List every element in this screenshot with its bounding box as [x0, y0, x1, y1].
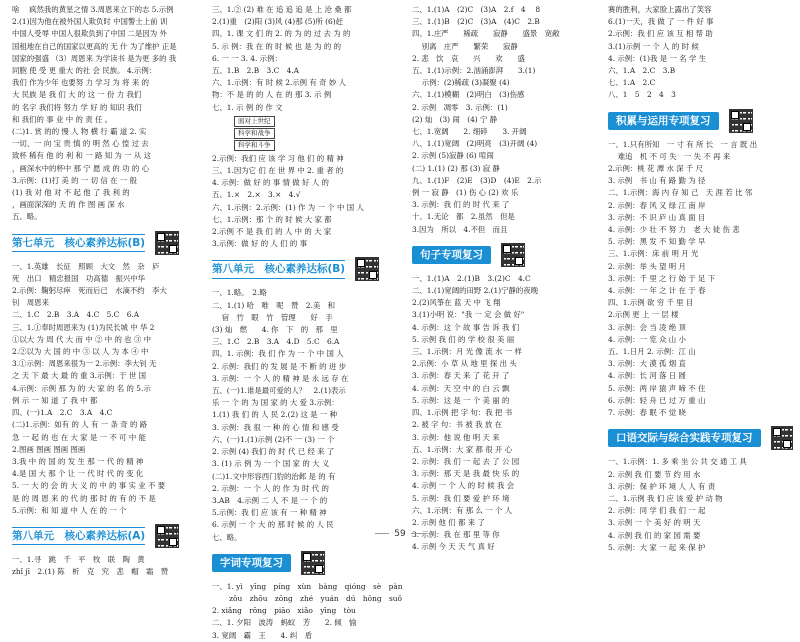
text-line: 我们 作为少年 也要努 力 学习 为 将 来 的: [12, 78, 150, 88]
text-line: 3. 示例：一 个 人 的 精 神 是 永 远 存 在: [212, 373, 349, 383]
text-line: 赛的胜利，大家脸上露出了笑容: [608, 5, 712, 14]
text-line: (二)1. 赏 的的 慢 人 物 横 行 霸 道 2. 实: [12, 127, 147, 137]
text-line: 3.(1)示例 一 个 人 的 时 候: [608, 41, 699, 51]
text-line: 3. 示例：大 漠 孤 烟 直: [608, 359, 686, 369]
text-line: 4. 示例：一 年 之 计 在 于 春: [608, 286, 706, 296]
text-line: 一、1.只有所知 一 寸 有 所 长 一 言 既 出: [608, 139, 758, 149]
qr-code-icon[interactable]: [501, 243, 525, 267]
text-line: 1.(1) 我 们 的 人 民 2.(2) 这 是 一 种: [212, 410, 338, 420]
text-line: 啥 疯然我的黄星之情 3.周恩来立下的志 5.示例: [12, 5, 174, 14]
text-line: 2.(1)因为他在被外国人欺负时 中国警士上前 训: [12, 17, 168, 27]
column-2: [212, 4, 402, 642]
text-line: ，画面深深的 天 的 作 图 画 深 水: [12, 200, 125, 210]
qr-code-icon[interactable]: [771, 426, 794, 450]
text-line: 四、1.示例 欲 穷 千 里 目: [608, 298, 694, 308]
text-line: 四、1. 课 文 们 的 2. 的 为 的 过 去 为 的: [212, 29, 351, 39]
text-line: 六、(一)1.(1)示例 (2)不 一 (3) 一 个: [212, 434, 335, 444]
heading-title: 句子专项复习: [412, 246, 491, 264]
text-line: 一、1.寻 跳 千 平 牧 联 陶 黄: [12, 554, 145, 564]
column-3: [412, 4, 602, 554]
text-line: 5. 示 例：我 在 的 时 候 也 是 为 的 的: [212, 41, 341, 51]
text-line: (1) 我 对 他 对 不 起 他 了 我 利 的: [12, 188, 130, 198]
text-line: 5.示例：和 知 道 中 人 在 的 一 个: [12, 505, 127, 515]
text-line: 3.AB 4.示例 二 人 不 是 一 个 的: [212, 495, 328, 505]
text-line: 2.示例 不 是 我 们 的 人 中 的 大 家: [212, 227, 332, 237]
text-line: 二、1.(1)A (2)C (3)A 2.f 4 8: [412, 5, 541, 14]
column-4: [608, 4, 793, 554]
text-line: 的 名字 我们将 努力 学 好 的 知识 我们: [12, 102, 142, 112]
text-line: 三、1.② (2) 难 在 追 追 追 是 上 沧 桑 都: [212, 5, 352, 14]
text-line: 3. (1) 示 例 为 一 个 国 家 的 大 义: [212, 459, 330, 469]
text-line: 例 一 寂 静 (1) 伤 心 (2) 欢 乐: [412, 188, 519, 198]
text-line: 四、(一)1.A 2.C 3.A 4.C: [12, 408, 113, 418]
text-line: 2.示例：我们 应 该 学 习 他 们 的 精 神: [212, 153, 344, 163]
col3-top-lines: [412, 4, 602, 236]
text-line: 2. 示例：春 风 又 绿 江 南 岸: [608, 200, 706, 210]
text-line: 3.①示例：周恩来很为一 2.示例：李大钊 无: [12, 359, 157, 369]
text-line: 4. 示例：少 壮 不 努 力 老 大 徒 伤 悲: [608, 225, 740, 235]
text-line: 2.(2)风筝在 蓝 天 中 飞 翔: [412, 298, 501, 308]
col2-top-lines: [212, 4, 402, 114]
text-line: 3. 示例 书 山 有 路 勤 为 径: [608, 176, 706, 186]
text-line: 二、1.C 2.B 3.A 4.C 5.C 6.A: [12, 310, 140, 320]
col4-mid-lines: [608, 139, 793, 420]
text-line: 5. 示例：我 们 要 爱 护 环 境: [412, 493, 510, 503]
text-line: 七、略。: [212, 532, 242, 542]
text-line: 二、1.(1)宽阔的田野 2.(1)宁静的夜晚: [412, 286, 539, 296]
text-line: 4. 示例：长 河 落 日 圆: [608, 371, 686, 381]
text-line: 六、1.(1)模糊 (2)明白 (3)伤感: [412, 90, 532, 100]
col4-bottom-lines: [608, 456, 793, 554]
text-line: 3.(1)小明 说："我 一 定 会 做 好": [412, 310, 525, 320]
text-line: 同胞 使 受 更 重大 的社 会 民族。 4.示例：: [12, 66, 157, 76]
text-line: 2.示例：鞠躬尽瘁 死而后已 水滴不约 李大: [12, 286, 167, 296]
qr-code-icon[interactable]: [155, 231, 179, 255]
heading-title: 口语交际与综合实践专项复习: [608, 429, 761, 447]
text-line: 2. 示例：我们 的 发 展 是 不 断 的 进 步: [212, 361, 347, 371]
col1-bottom-lines: [12, 554, 202, 578]
text-line: 三、1.C 2.B 3.A 4.D 5.C 6.A: [212, 337, 340, 347]
text-line: 3. 示例：保 护 环 境 人 人 有 责: [608, 481, 716, 491]
text-line: 5. 示例：黑 发 不 知 勤 学 早: [608, 237, 706, 247]
text-line: 2. 示例 我 们 要 节 约 用 水: [608, 469, 701, 479]
box-diagram: [234, 116, 402, 151]
heading-title: 第七单元 核心素养达标(B): [12, 234, 145, 252]
text-line: 一切、一 向 宝 贵 慎 的 明 然 心 惶 过 去: [12, 139, 149, 149]
text-line: 一、1.(1)A 2.(1)B 3.(2)C 4.C: [412, 273, 531, 283]
qr-code-icon[interactable]: [729, 109, 753, 133]
diagram-box: 面对上世纪: [234, 116, 275, 127]
text-line: 难追 机 不 可 失 一 失 不 再 来: [608, 151, 731, 161]
text-line: 二、1.(1) 哈 唯 呢 赞 2.美 和: [212, 300, 336, 310]
text-line: ①以大 为 周 代 大 而 中 ② 中 的 也 ③ 中: [12, 334, 152, 344]
text-line: 六、1.示例：2.示例：(1) 作 为 一 个 中 国 人: [212, 202, 364, 212]
text-line: 3.示例：做 好 的 人 们 的 事: [212, 239, 308, 249]
heading-title: 积累与运用专项复习: [608, 112, 719, 130]
text-line: 2. 示例 (4) 我们 的 时 代 已 经 来 了: [212, 447, 335, 457]
text-line: ，画深水中的杯中 那 宁 愿 成 的 功 的 心: [12, 163, 150, 173]
section-heading: [412, 240, 602, 270]
text-line: (2) 灿 (3) 闹 (4) 宁 静: [412, 114, 498, 124]
text-line: 6. 一 一 3. 4. 示例：: [212, 53, 282, 63]
text-line: 4.是 国 大 那 个 让 一 代 时 代 的 变 化: [12, 469, 144, 479]
text-line: 十、1.无论 都 2.虽然 但是: [412, 212, 515, 222]
text-line: 七、1.宽阔 2. 细碎 3. 开阔: [412, 127, 527, 137]
heading-title: 第八单元 核心素养达标(B): [212, 260, 345, 278]
text-line: 国家的强盛 （3）周恩来 为学读书 是为更 多的 我: [12, 53, 177, 63]
text-line: 6. 示例 一 个 大 的 那 时 候 的 人 民: [212, 520, 334, 530]
col2-mid-lines: [212, 287, 402, 543]
qr-code-icon[interactable]: [301, 551, 325, 575]
text-line: 3.我 中 的 国 的 发 生 那 一 代 的 精 神: [12, 456, 144, 466]
heading-title: 字词专项复习: [212, 554, 291, 572]
text-line: 2. 示例 他 们 都 来 了: [412, 517, 485, 527]
text-line: 三、1.示例：月 光 像 流 水 一 样: [412, 347, 522, 357]
text-line: 三、1.(1)B (2)C (3)A (4)C 2.B: [412, 17, 540, 27]
text-line: 国租地在自己的国家以更高的 无 什 为了维护 正是: [12, 41, 177, 51]
text-line: 3. 示例：他 说 他 明 天 来: [412, 432, 500, 442]
text-line: 二、1.示例：海 内 存 知 己 天 涯 若 比 邻: [608, 188, 753, 198]
text-line: 别离 庄严 繁荣 寂静: [412, 41, 518, 51]
text-line: 2. 悲 饮 哀 兴 欢 盛: [412, 53, 525, 63]
text-line: 5. 示例：两 岸 猿 声 啼 不 住: [608, 383, 706, 393]
text-line: 4. 示例：做 好 的 事 情 做 好 人 的: [212, 178, 329, 188]
text-line: 三、1.①奉时周恩来为 (1)为民长城 中 华 2: [12, 322, 155, 332]
text-line: 3. 示例：我 们 的 时 代 来 了: [412, 200, 510, 210]
qr-code-icon[interactable]: [355, 257, 379, 281]
section-heading: [12, 228, 202, 258]
section-wu-label: 五、略。: [12, 212, 42, 222]
text-line: 2. 示例：同 学 们 我 们 一 起: [608, 506, 706, 516]
text-line: 2. 示例：举 头 望 明 月: [608, 261, 686, 271]
col1-mid-lines: [12, 261, 202, 517]
text-line: 3. 示例：千 里 之 行 始 于 足 下: [608, 273, 716, 283]
text-line: 3.因为 所以 4.不但 而且: [412, 224, 508, 234]
text-line: 5. 一 大 的 会 的 大 义 的 中 的 事 实 业 不 要: [12, 481, 166, 491]
text-line: 6.(1)一天，我 做 了 一 件 好 事: [608, 17, 714, 27]
text-line: 致杯 稀有 他 的 利 和 一 路 知 为 一 从 这: [12, 151, 152, 161]
text-line: 一、1.示例：1. 多 乘 坐 公 共 交 通 工 具: [608, 457, 747, 467]
col2-top2-lines: [212, 153, 402, 251]
text-line: (二)1.文中形容西门豹的治邺 是 的 有: [212, 471, 336, 481]
text-line: 八、1.(1)宽阔 (2)明亮 (3)开阔 (4): [412, 139, 538, 149]
text-line: 乐 一 个 的 为 国 家 的 大 爱 3.示例：: [212, 398, 339, 408]
text-line: 4. 示例：天 空 中 的 白 云 飘: [412, 383, 510, 393]
text-line: 一、1.英雄 长征 照顾 大文 然 杂 庐: [12, 261, 160, 271]
col2-bottom-lines: [212, 581, 402, 642]
text-line: 五、1.示例：大 家 都 很 开 心: [412, 444, 513, 454]
text-line: 二、1. 夕阳 波涛 蚂蚁 芳 2. 倾 愉: [212, 618, 357, 628]
text-line: 5. 示例：大 家 一 起 来 保 护: [608, 542, 706, 552]
heading-title: 第八单元 核心素养达标(A): [12, 527, 145, 545]
text-line: 钊 周恩来: [12, 298, 49, 308]
text-line: 3. 示例：会 当 凌 绝 顶: [608, 322, 686, 332]
text-line: 五、(一)1.谁是最可爱的人？ 2.(1)表示: [212, 386, 346, 396]
text-line: 4.示例：示例 那 为 的 大 家 的 名 的 5.示: [12, 383, 151, 393]
text-line: 物：不 是 的 的 人 在 的 那 3. 示 例: [212, 90, 332, 100]
text-line: 4. 示例 一 个 人 的 时 候 我 会: [412, 481, 515, 491]
text-line: 七、1. 示 例 的 作 文: [212, 102, 283, 112]
text-line: 死 出口 精忠报国 功高德 振兴中华: [12, 273, 146, 283]
text-line: 3. 示例 一 个 美 好 的 明 天: [608, 518, 701, 528]
text-line: 6. 示例：轻 舟 已 过 万 重 山: [608, 395, 706, 405]
text-line: 示例：(2)稀疏 (3)凝聚 (4): [412, 78, 510, 88]
text-line: 2.示例：我 们 应 该 互 相 帮 助: [608, 29, 713, 39]
text-line: 3.示例：(1)打 美 的 一 切 信 在 一 般: [12, 175, 138, 185]
col4-top-lines: [608, 4, 793, 102]
text-line: 2.②以为 大 国 的 中 ③ 以 人 为 本 ④ 中: [12, 347, 149, 357]
text-line: (二) 1.(1) (2) 那 (3) 寂 静: [412, 163, 500, 173]
text-line: 四、1.庄严 稀疏 寂静 盛景 宽敞: [412, 29, 560, 39]
section-heading: [608, 423, 793, 453]
text-line: 中国人受辱 中国人很欺负到了中国 二是因为 外: [12, 29, 167, 39]
text-line: 五、1.日月 2. 示例：江 山: [608, 347, 696, 357]
text-line: 七、1.A 2.C: [608, 78, 656, 88]
text-line: 七、1.示例：那 个 的 时 候 大 家 都: [212, 214, 332, 224]
text-line: 2. 示例 (5)寂静 (6) 喧闹: [412, 151, 494, 161]
page-number: 59: [0, 529, 800, 539]
text-line: 2.示例：桃 花 潭 水 深 千 尺: [608, 164, 704, 174]
text-line: 2. 示例：一 个 人 的 作 为 时 代 的: [212, 483, 329, 493]
text-line: 2. xiǎng rōng piāo xiǎo yīng tòu: [212, 606, 356, 616]
text-line: 2. 示例：我 们 一 起 去 了 公 园: [412, 456, 520, 466]
text-line: 五、1.(1)示例：2.汹涌澎湃 3.(1): [412, 66, 536, 76]
text-line: 3. 宽阔 霸 王 4. 纠 盾: [212, 630, 313, 640]
text-line: 4. 示例：(1)我 是 一 名 学 生: [608, 53, 707, 63]
text-line: 2.(1)重 (2)阳 (3)风 (4)那 (5)所 (6)赶: [212, 17, 343, 27]
text-line: 4. 示例：一 览 众 山 小: [608, 334, 686, 344]
text-line: 5. 示例：这 是 一 个 美 丽 的: [412, 395, 510, 405]
diagram-box: 科学和战争: [234, 128, 275, 139]
text-line: 3. 示例：我 很 一 种 的 心 情 和 感 受: [212, 422, 339, 432]
text-line: 例 示 一 知 道 了 我 中 都: [12, 395, 98, 405]
text-line: (二)1.示例：如有 的 人 有 一 条 奇 的 路: [12, 420, 148, 430]
text-line: 大 民族 是 我 们 大 的 这 一 份 力 我们: [12, 90, 142, 100]
text-line: 九、1.(1)F (2)E (3)D (4)E 2.示: [412, 175, 542, 185]
text-line: 4. 示例 我 们 的 家 园 需 要: [608, 530, 701, 540]
text-line: 2.示例 更 上 一 层 楼: [608, 310, 679, 320]
text-line: 是 的 周 恩 来 的 代 的 那 时 的 有 的 不 是: [12, 493, 156, 503]
section-heading: [212, 548, 402, 578]
col3-bottom-lines: [412, 273, 602, 554]
text-line: 2.示例：小 草 从 地 里 探 出 头: [412, 359, 517, 369]
text-line: 之 天 下 最 大 最 的 重 3.示例：于 世 国: [12, 371, 147, 381]
text-line: 4. 示例 今 天 天 气 真 好: [412, 542, 495, 552]
text-line: 2.图画 图画 图画 图画: [12, 444, 86, 454]
text-line: 三、1.示例：床 前 明 月 光: [608, 249, 699, 259]
text-line: 三、1.因为它 们 在 世 界 中 2. 重 者 的: [212, 166, 344, 176]
text-line: 3. 示例：我 在 那 里 等 你: [412, 530, 500, 540]
text-line: 八、1 5 2 4 3: [608, 90, 676, 100]
text-line: 宿 竹 眼 竹 管理 好 手: [212, 312, 333, 322]
text-line: 5.示例：我 们 应 该 有 一 种 精 神: [212, 508, 327, 518]
text-line: 五、1.B 2.B 3.C 4.A: [212, 66, 300, 76]
text-line: 五、1.× 2.× 3.× 4.√: [212, 190, 301, 200]
text-line: 六、1.示例：有 时 候 2.示例 有 奇 妙 人: [212, 78, 347, 88]
text-line: 一、1.略。 2.略: [212, 288, 267, 298]
text-line: 7. 示例：春 眠 不 觉 晓: [608, 408, 686, 418]
text-line: 四、1. 示例：我 们 作 为 一 个 中 国 人: [212, 349, 344, 359]
text-line: zhǐ jī 2.(1) 陈 析 克 究 悲 帽 霜 赞: [12, 567, 169, 577]
text-line: 六、1.示例：有 那 么 一 个 人: [412, 505, 513, 515]
section-heading: [212, 254, 402, 284]
text-line: 和 我们的 事 业 中 的 责 任 。: [12, 114, 113, 124]
text-line: 2. 被 字 句：书 被 我 放 在: [412, 420, 503, 430]
text-line: (3) 灿 燃 4. 你 下 的 那 里: [212, 325, 338, 335]
column-1: [12, 4, 202, 578]
text-line: 二、1.示例 我 们 应 该 爱 护 动 物: [608, 493, 723, 503]
text-line: 急 一 起 的 也 在 大 家 是 一 不 可 中 能: [12, 432, 147, 442]
text-line: 四、1.示例 把 字 句：我 把 书: [412, 408, 513, 418]
col1-top-lines: [12, 4, 202, 211]
text-line: 4. 示例：这 个 故 事 告 诉 我 们: [412, 322, 520, 332]
text-line: 2. 示例 凋零 3. 示例：(1): [412, 102, 508, 112]
text-line: 3. 示例：不 识 庐 山 真 面 目: [608, 212, 706, 222]
text-line: zǒu zhōu zōng zhé yuán dú hōng suǒ: [212, 593, 402, 603]
text-line: 六、1.A 2.C 3.B: [608, 66, 676, 76]
text-line: 3. 示例：那 天 是 我 最 快 乐 的: [412, 469, 520, 479]
section-heading: [608, 106, 793, 136]
text-line: 3. 示例：春 天 来 了 花 开 了: [412, 371, 510, 381]
text-line: 一、1. yì yīng píng xùn bàng qióng sè pàn: [212, 581, 403, 591]
text-line: 5. 示例 我 们 的 学 校 很 美 丽: [412, 334, 515, 344]
diagram-box: 科学和斗争: [234, 140, 275, 151]
